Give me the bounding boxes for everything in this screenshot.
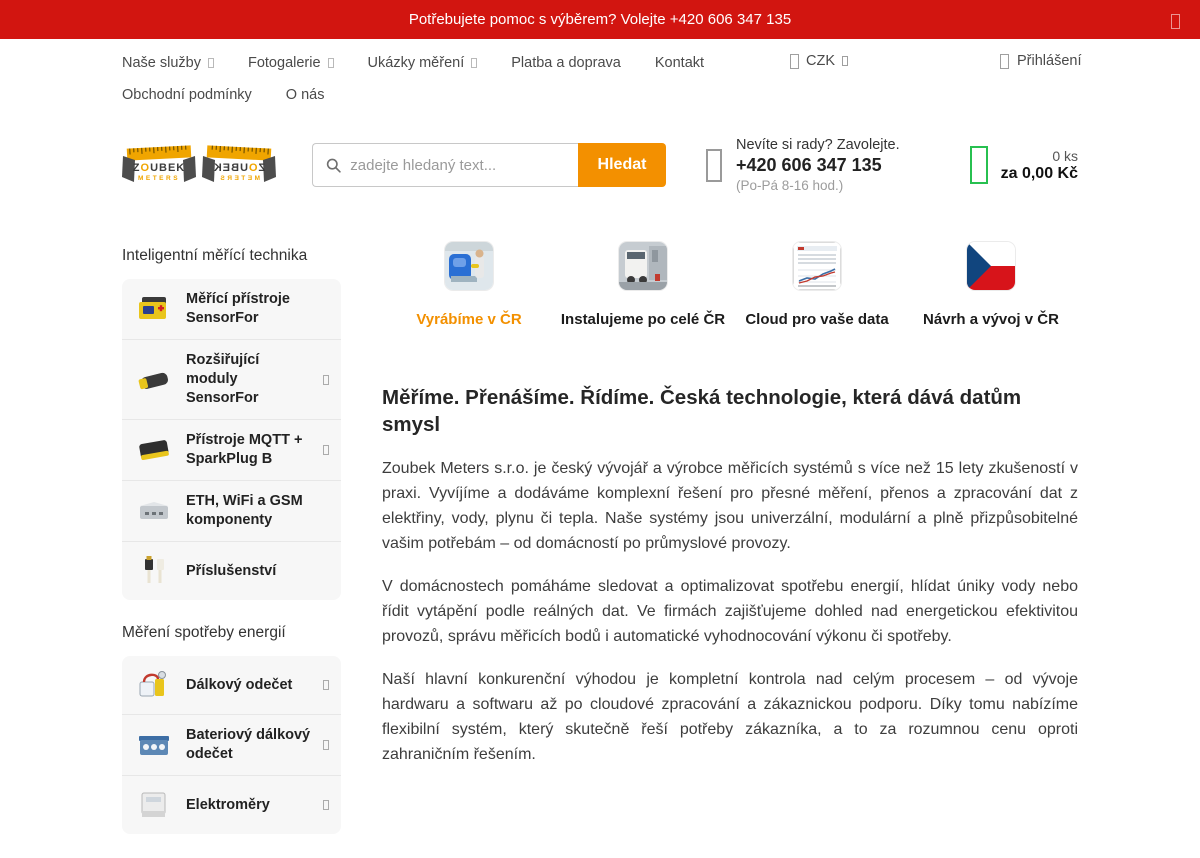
- nav-o-nas[interactable]: [286, 87, 325, 103]
- cart-widget[interactable]: [970, 146, 1078, 184]
- sidebar-item-label: Přístroje MQTT + SparkPlug B: [186, 431, 311, 469]
- intro-paragraph-1: Zoubek Meters s.r.o. je český vývojář a výrobce měřicích systémů s více než 15 lety zkušeností v praxi. Vyvíjíme a dodáváme komplexní řešení pro přesné měření, přenos a zpracování dat z elektřiny, vody, plynu či tepla. Naše systémy jsou univerzální, modulární a plně přizpůsobitelné vašim potřebám – od domácností po průmyslové provozy.: [382, 456, 1078, 556]
- feature-label: Vyrábíme v ČR: [382, 311, 556, 328]
- feature-design-dev[interactable]: [904, 242, 1078, 328]
- cart-total: za 0,00 Kč: [1001, 165, 1078, 183]
- eth-box-icon: [134, 493, 174, 529]
- cart-icon: [970, 146, 988, 184]
- sidebar-item-label: Bateriový dálkový odečet: [186, 726, 311, 764]
- intro-paragraph-2: V domácnostech pomáháme sledovat a optimalizovat spotřebu energií, hlídat úniky vody nebo řídit vytápění podle reálných dat. Ve firmách zajišťujeme dohled nad energetickou efektivitou provozů, správu měřicích bodů i automatické vyhodnocování výkonu či spotřeby.: [382, 574, 1078, 649]
- search-button[interactable]: Hledat: [578, 143, 666, 187]
- service-van-photo: [619, 242, 667, 290]
- cart-count: 0 ks: [1001, 148, 1078, 164]
- page-content: [0, 239, 1200, 858]
- sidebar: [122, 239, 341, 858]
- nav-kontakt[interactable]: [655, 55, 704, 71]
- chevron-right-icon: [323, 375, 329, 385]
- search-input[interactable]: [350, 157, 565, 174]
- logo[interactable]: [122, 145, 276, 185]
- remote-reading-icon: [134, 667, 174, 703]
- sidebar-item-label: Příslušenství: [186, 562, 276, 581]
- svg-text:ZOUBEK: ZOUBEK: [133, 162, 185, 174]
- cloud-data-screenshot: [793, 242, 841, 290]
- feature-made-in-cr[interactable]: [382, 242, 556, 328]
- nav-fotogalerie[interactable]: [248, 55, 334, 71]
- feature-label: Návrh a vývoj v ČR: [904, 311, 1078, 328]
- main-navigation: [0, 39, 1200, 117]
- chevron-right-icon: [323, 445, 329, 455]
- logo-ruler-right-mirrored: [202, 145, 276, 185]
- phone-number[interactable]: +420 606 347 135: [736, 155, 900, 176]
- search-bar: [312, 143, 666, 187]
- nav-label: Ukázky měření: [368, 55, 465, 71]
- currency-value: CZK: [806, 53, 835, 69]
- sidebar-item-rozsirujici-moduly[interactable]: [122, 339, 341, 419]
- svg-text:ZOUBEK: ZOUBEK: [213, 162, 265, 174]
- nav-label: Platba a doprava: [511, 55, 621, 71]
- factory-photo: [445, 242, 493, 290]
- category-card-1: [122, 279, 341, 600]
- chevron-right-icon: [323, 680, 329, 690]
- intro-paragraph-3: Naší hlavní konkurenční výhodou je kompletní kontrola nad celým procesem – od vývoje hardwaru a softwaru až po cloudové zpracování a zákaznickou podporu. Díky tomu nabízíme flexibilní systém, který skutečně řeší potřeby zákazníka, a to za rozumnou cenu oproti zahraničním řešením.: [382, 667, 1078, 767]
- nav-row-2: [122, 79, 1200, 111]
- feature-label: Instalujeme po celé ČR: [556, 311, 730, 328]
- sensor-meter-icon: [134, 291, 174, 327]
- phone-contact-block: [706, 137, 900, 193]
- sidebar-item-pristroje-mqtt[interactable]: [122, 419, 341, 480]
- feature-cloud[interactable]: [730, 242, 904, 328]
- sidebar-heading-energy-metering: Měření spotřeby energií: [122, 624, 341, 642]
- login-label: Přihlášení: [1017, 53, 1081, 69]
- sidebar-item-label: Elektroměry: [186, 796, 270, 815]
- czech-flag: [967, 242, 1015, 290]
- nav-label: Fotogalerie: [248, 55, 321, 71]
- search-field-wrap: [312, 143, 578, 187]
- nav-nase-sluzby[interactable]: [122, 55, 214, 71]
- intro-article: [382, 384, 1078, 767]
- main-area: [382, 239, 1078, 858]
- site-header: [0, 117, 1200, 213]
- sidebar-item-eth-wifi-gsm[interactable]: [122, 480, 341, 541]
- sidebar-item-elektromery[interactable]: [122, 775, 341, 834]
- sidebar-item-dalkovy-odecet[interactable]: [122, 656, 341, 714]
- expansion-module-icon: [134, 362, 174, 398]
- nav-label: Obchodní podmínky: [122, 87, 252, 103]
- sidebar-item-label: Dálkový odečet: [186, 676, 292, 695]
- sidebar-item-bateriovy-dalkovy-odecet[interactable]: [122, 714, 341, 775]
- phone-texts: [736, 137, 900, 193]
- page-title: Měříme. Přenášíme. Řídíme. Česká technologie, která dává datům smysl: [382, 384, 1078, 438]
- chevron-down-icon: [842, 56, 848, 66]
- promo-topbar: [0, 0, 1200, 39]
- search-icon: [326, 157, 341, 174]
- sidebar-item-label: Měřící přístroje SensorFor: [186, 290, 329, 328]
- nav-label: O nás: [286, 87, 325, 103]
- feature-label: Cloud pro vaše data: [730, 311, 904, 328]
- chevron-down-icon: [328, 58, 334, 68]
- nav-obchodni-podminky[interactable]: [122, 87, 252, 103]
- cables-icon: [134, 553, 174, 589]
- svg-text:METERS: METERS: [218, 175, 260, 182]
- mqtt-device-icon: [134, 432, 174, 468]
- chevron-right-icon: [323, 740, 329, 750]
- nav-label: Naše služby: [122, 55, 201, 71]
- nav-label: Kontakt: [655, 55, 704, 71]
- close-glyph: [1171, 14, 1180, 29]
- sidebar-item-label: ETH, WiFi a GSM komponenty: [186, 492, 329, 530]
- chevron-down-icon: [471, 58, 477, 68]
- category-card-2: [122, 656, 341, 834]
- phone-prompt: Nevíte si rady? Zavolejte.: [736, 137, 900, 153]
- sidebar-item-label: Rozšiřující moduly SensorFor: [186, 351, 311, 408]
- close-icon[interactable]: [1171, 12, 1180, 29]
- features-row: [382, 239, 1078, 328]
- logo-ruler-left: [122, 145, 196, 185]
- sidebar-item-prislusenstvi[interactable]: [122, 541, 341, 600]
- nav-platba-a-doprava[interactable]: [511, 55, 621, 71]
- battery-reader-icon: [134, 727, 174, 763]
- chevron-right-icon: [323, 800, 329, 810]
- sidebar-heading-smart-metering: Inteligentní měřící technika: [122, 247, 341, 265]
- chevron-down-icon: [208, 58, 214, 68]
- phone-icon: [706, 149, 722, 182]
- cart-texts: [1001, 148, 1078, 183]
- nav-ukazky-mereni[interactable]: [368, 55, 478, 71]
- user-icon: [1000, 54, 1009, 69]
- login-link[interactable]: [1000, 53, 1081, 69]
- phone-hours: (Po-Pá 8-16 hod.): [736, 178, 900, 193]
- topbar-message: Potřebujete pomoc s výběrem? Volejte +420 606 347 135: [409, 11, 791, 28]
- svg-text:METERS: METERS: [138, 175, 180, 182]
- sidebar-item-merici-pristroje[interactable]: [122, 279, 341, 339]
- globe-icon: [790, 54, 799, 69]
- feature-installation[interactable]: [556, 242, 730, 328]
- currency-selector[interactable]: [790, 53, 848, 69]
- electricity-meter-icon: [134, 787, 174, 823]
